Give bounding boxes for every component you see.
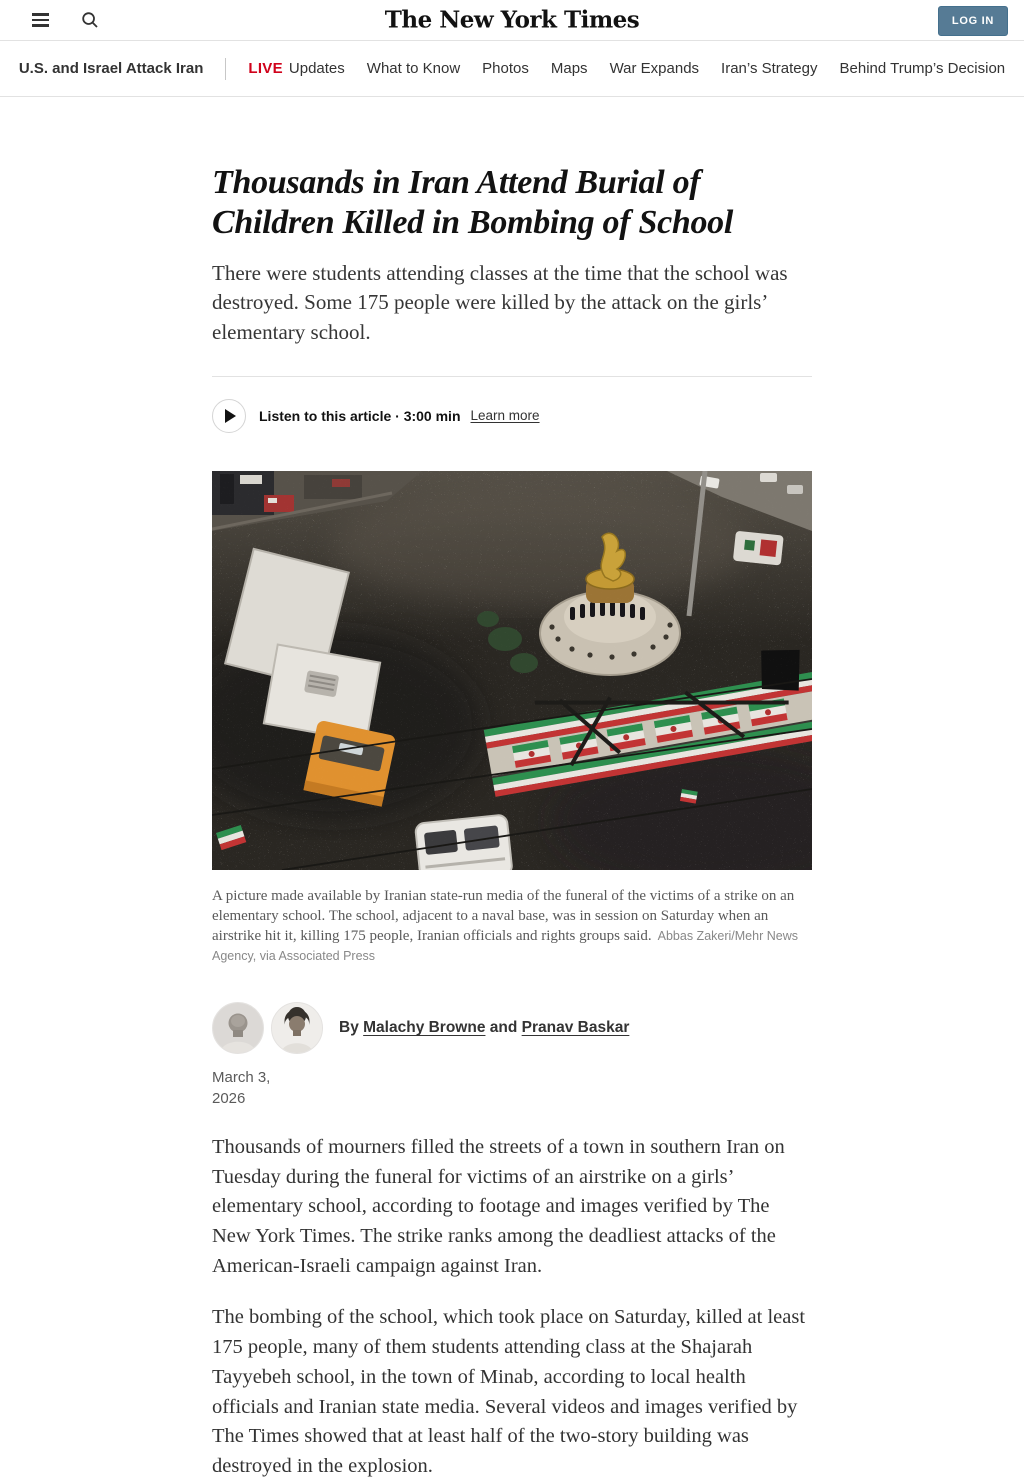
top-bar-left	[16, 7, 103, 33]
nav-item-irans-strategy[interactable]: Iran’s Strategy	[721, 60, 818, 77]
nyt-logo[interactable]: The New York Times	[384, 6, 640, 34]
hamburger-icon	[32, 13, 49, 26]
byline	[212, 1002, 812, 1054]
nav-item-photos[interactable]: Photos	[482, 60, 529, 77]
caption-text: A picture made available by Iranian state-run media of the funeral of the victims of a strike on an elementary school. The school, adjacent to a naval base, was in session on Saturday when an airstrike hit it, killing 175 people, Iranian officials and rights groups said.	[212, 887, 795, 945]
login-button[interactable]: LOG IN	[938, 6, 1008, 36]
article-figure	[212, 471, 812, 966]
byline-conjunction: and	[489, 1019, 518, 1037]
live-badge: LIVE	[248, 60, 283, 77]
listen-label: Listen to this article · 3:00 min	[259, 407, 461, 424]
nav-divider	[225, 58, 226, 80]
body-paragraph-1: Thousands of mourners filled the streets of a town in southern Iran on Tuesday during the funeral for victims of an airstrike on a girls’ elementary school, according to footage and images verified by The New York Times. The strike ranks among the deadliest attacks of the American-Israeli campaign against Iran.	[212, 1135, 785, 1277]
avatar-photo-1	[213, 1003, 263, 1053]
section-navbar	[0, 41, 1024, 97]
play-button[interactable]	[212, 399, 246, 433]
photo-caption	[212, 886, 812, 966]
author-link-1[interactable]: Malachy Browne	[363, 1019, 486, 1037]
date-line-2: 2026	[212, 1089, 246, 1107]
article-main	[212, 163, 812, 1482]
avatar-malachy-browne[interactable]	[212, 1002, 264, 1054]
photo-illustration	[212, 471, 812, 870]
nav-item-live-updates[interactable]	[248, 60, 344, 77]
menu-button[interactable]	[28, 9, 53, 30]
nav-item-war-expands[interactable]: War Expands	[609, 60, 700, 77]
learn-more-link[interactable]: Learn more	[470, 408, 540, 424]
date-line-1: March 3,	[212, 1069, 271, 1087]
nav-section-title[interactable]: U.S. and Israel Attack Iran	[18, 60, 204, 77]
byline-text	[339, 1019, 629, 1037]
dateline	[212, 1068, 812, 1109]
nav-item-what-to-know[interactable]: What to Know	[366, 60, 461, 77]
listen-bar	[212, 399, 812, 433]
divider	[212, 376, 812, 377]
byline-prefix: By	[339, 1019, 359, 1037]
play-icon	[225, 409, 236, 423]
nav-item-label: Updates	[288, 60, 345, 77]
search-icon	[81, 11, 99, 29]
article-subhead: There were students attending classes at the time that the school was destroyed. Some 175 people were killed by the attack on the girls’ elementary school.	[212, 260, 788, 345]
author-avatars	[212, 1002, 323, 1054]
avatar-photo-2	[272, 1003, 322, 1053]
avatar-pranav-baskar[interactable]	[271, 1002, 323, 1054]
nav-item-maps[interactable]: Maps	[550, 60, 588, 77]
photo-credit: Abbas Zakeri/Mehr News Agency, via Associated Press	[212, 929, 798, 964]
author-link-2[interactable]: Pranav Baskar	[521, 1019, 630, 1037]
nav-item-behind-trumps-decision[interactable]: Behind Trump’s Decision	[839, 60, 1006, 77]
article-photo	[212, 471, 812, 870]
search-button[interactable]	[77, 7, 103, 33]
top-bar	[0, 0, 1024, 41]
body-paragraph-2: The bombing of the school, which took place on Saturday, killed at least 175 people, many of them students attending class at the Shajarah Tayyebeh school, in the town of Minab, according to local health officials and Iranian state media. Several videos and images verified by The Times showed that at least half of the two-story building was destroyed in the explosion.	[212, 1306, 806, 1478]
article-headline: Thousands in Iran Attend Burial of Children Killed in Bombing of School	[212, 164, 734, 241]
